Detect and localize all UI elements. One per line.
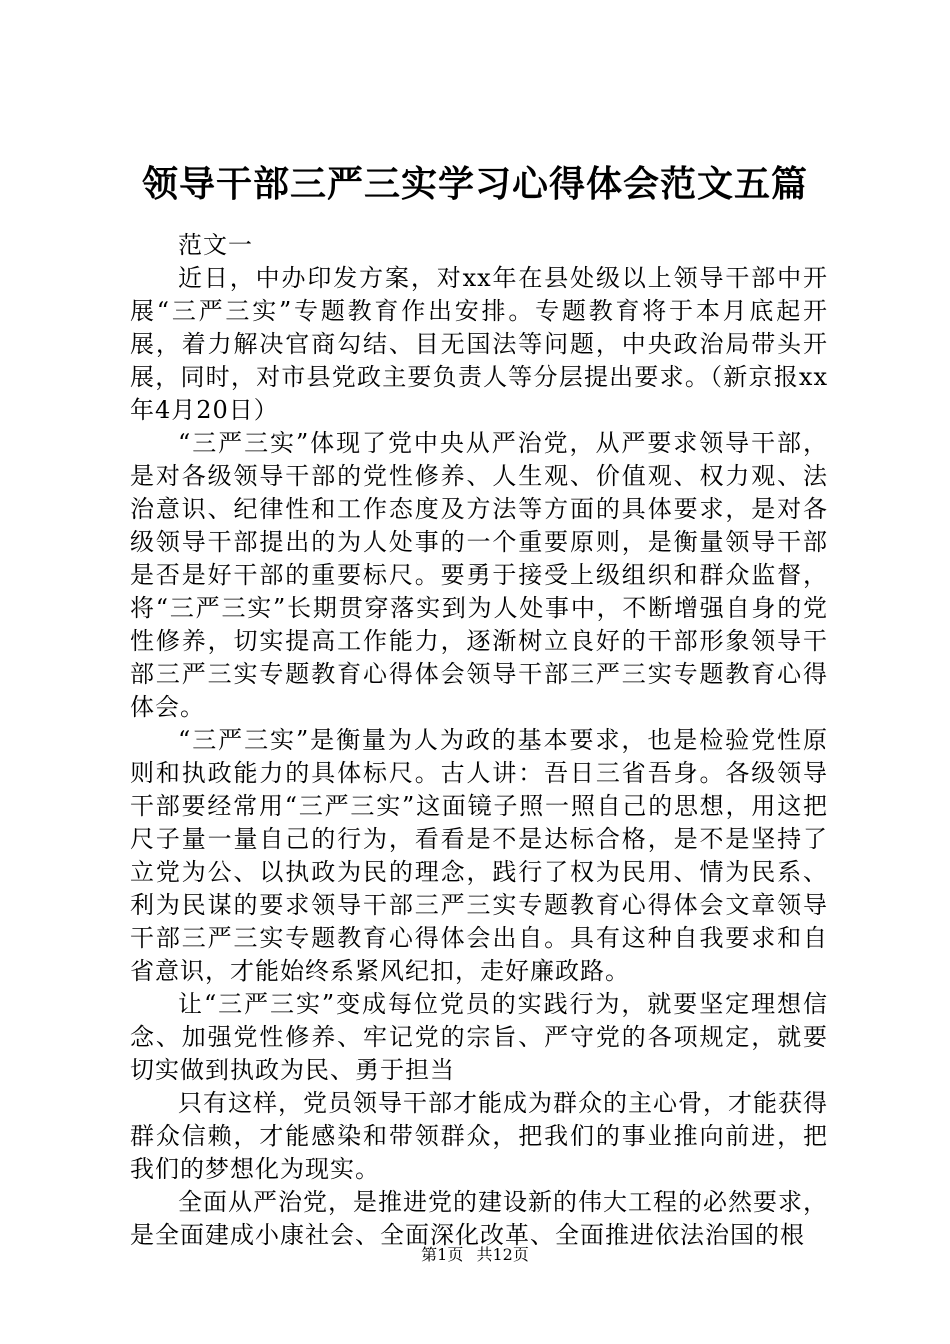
page-footer	[0, 1244, 950, 1266]
paragraph: “三严三实”体现了党中央从严治党，从严要求领导干部，是对各级领导干部的党性修养、人生观、价值观、权力观、法治意识、纪律性和工作态度及方法等方面的具体要求，是对各级领导干部提出的为人处事的一个重要原则，是衡量领导干部是否是好干部的重要标尺。要勇于接受上级组织和群众监督，将“三严三实”长期贯穿落实到为人处事中，不断增强自身的党性修养，切实提高工作能力，逐渐树立良好的干部形象领导干部三严三实专题教育心得体会领导干部三严三实专题教育心得体会。	[130, 429, 828, 721]
paragraph: “三严三实”是衡量为人为政的基本要求，也是检验党性原则和执政能力的具体标尺。古人讲：吾日三省吾身。各级领导干部要经常用“三严三实”这面镜子照一照自己的思想，用这把尺子量一量自己的行为，看看是不是达标合格，是不是坚持了立党为公、以执政为民的理念，践行了权为民用、情为民系、利为民谋的要求领导干部三严三实专题教育心得体会文章领导干部三严三实专题教育心得体会出自。具有这种自我要求和自省意识，才能始终系紧风纪扣，走好廉政路。	[130, 726, 828, 985]
paragraph: 只有这样，党员领导干部才能成为群众的主心骨，才能获得群众信赖，才能感染和带领群众，把我们的事业推向前进，把我们的梦想化为现实。	[130, 1089, 828, 1183]
paragraph-section-label: 范文一	[178, 231, 253, 259]
paragraph: 近日，中办印发方案，对xx年在县处级以上领导干部中开展“三严三实”专题教育作出安排。专题教育将于本月底起开展，着力解决官商勾结、目无国法等问题，中央政治局带头开展，同时，对市县党政主要负责人等分层提出要求。（新京报xx年4月20日）	[130, 264, 828, 424]
document-body	[130, 229, 828, 1252]
document-title: 领导干部三严三实学习心得体会范文五篇	[141, 163, 808, 205]
paragraph: 让“三严三实”变成每位党员的实践行为，就要坚定理想信念、加强党性修养、牢记党的宗旨、严守党的各项规定，就要切实做到执政为民、勇于担当	[130, 990, 828, 1084]
paragraph: 全面从严治党，是推进党的建设新的伟大工程的必然要求，是全面建成小康社会、全面深化改革、全面推进依法治国的根	[130, 1188, 828, 1249]
page-number: 第1页	[421, 1245, 464, 1264]
page-total: 共12页	[476, 1245, 529, 1264]
